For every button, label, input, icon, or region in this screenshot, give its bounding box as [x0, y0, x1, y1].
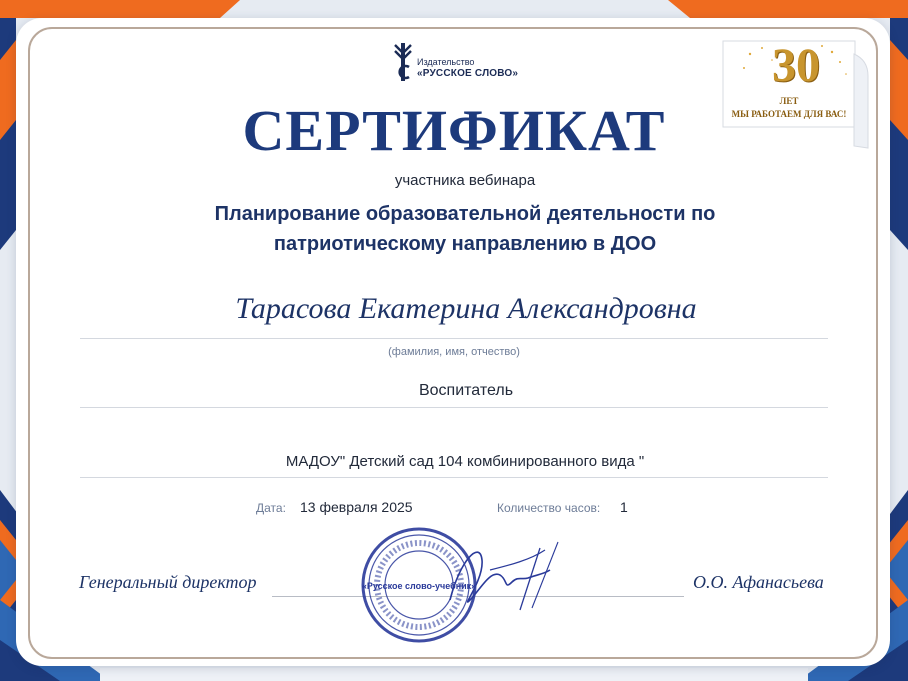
certificate-subtitle: участника вебинара: [394, 172, 536, 189]
webinar-title-line1: Планирование образовательной деятельности по: [214, 203, 716, 225]
signature-icon: [420, 530, 580, 620]
divider: [80, 477, 828, 478]
badge-line1: ЛЕТ: [779, 96, 799, 106]
signatory-name: О.О. Афанасьева: [693, 572, 824, 592]
full-name-hint: (фамилия, имя, отчество): [388, 346, 520, 358]
publisher-line1: Издательство: [417, 57, 475, 67]
webinar-title: [140, 199, 790, 259]
participant-organization: МАДОУ" Детский сад 104 комбинированного вида ": [285, 453, 645, 470]
hours-label: Количество часов:: [497, 501, 601, 515]
webinar-title-line2: патриотическому направлению в ДОО: [273, 233, 657, 255]
participant-position: Воспитатель: [418, 382, 514, 399]
badge-number: 30: [772, 39, 820, 92]
hours-value: 1: [620, 499, 628, 515]
badge-line2: МЫ РАБОТАЕМ ДЛЯ ВАС!: [731, 109, 847, 119]
publisher-logo-icon: [392, 41, 414, 83]
date-label: Дата:: [256, 501, 286, 515]
publisher-name: [417, 56, 518, 80]
participant-full-name: Тарасова Екатерина Александровна: [235, 292, 697, 325]
signatory-role: Генеральный директор: [79, 572, 257, 592]
date-value: 13 февраля 2025: [300, 499, 413, 515]
divider: [80, 338, 828, 339]
divider: [80, 407, 828, 408]
publisher-line2: «РУССКОЕ СЛОВО»: [417, 68, 519, 79]
stamp-center-text: «Русское слово-учебник»: [361, 581, 477, 591]
certificate-title: СЕРТИФИКАТ: [242, 98, 666, 163]
